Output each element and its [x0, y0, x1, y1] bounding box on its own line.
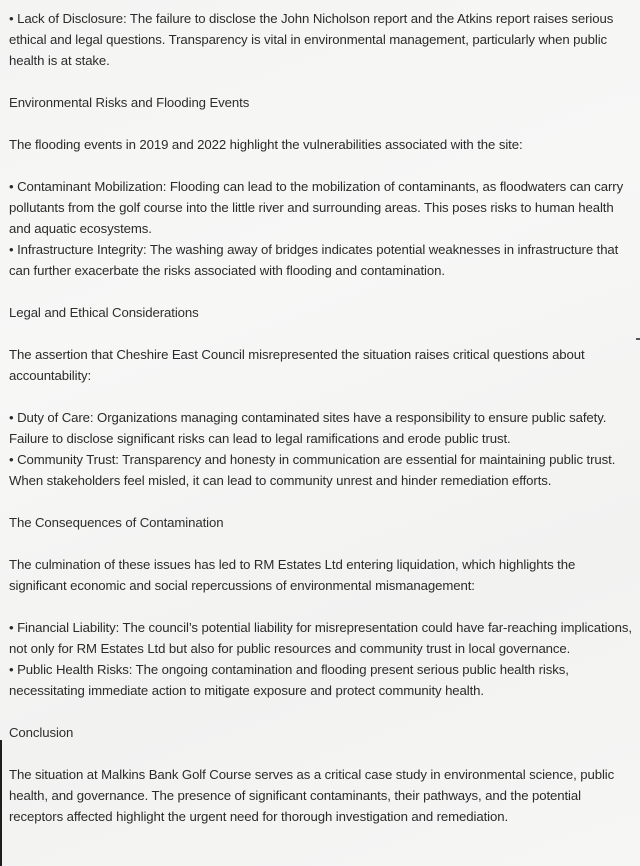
- section-heading-conclusion: Conclusion: [9, 725, 74, 740]
- bullet-contaminant-mobilization: • Contaminant Mobilization: Flooding can lead to the mobilization of contaminants, as floodwaters can carry pollutants from the golf course into the little river and surrounding areas. This poses risks to human health and aquatic ecosystems.: [9, 176, 632, 239]
- margin-mark: [636, 338, 640, 340]
- bullet-duty-of-care: • Duty of Care: Organizations managing contaminated sites have a responsibility to ensure public safety. Failure to disclose significant risks can lead to legal ramifications and erode public trust.: [9, 407, 632, 449]
- section-intro-legal-ethical: The assertion that Cheshire East Council misrepresented the situation raises critical questions about accountability:: [9, 347, 585, 383]
- bullet-lack-of-disclosure: • Lack of Disclosure: The failure to disclose the John Nicholson report and the Atkins report raises serious ethical and legal questions. Transparency is vital in environmental management, particularly when public health is at stake.: [9, 8, 632, 71]
- bullet-public-health-risks: • Public Health Risks: The ongoing contamination and flooding present serious public health risks, necessitating immediate action to mitigate exposure and protect community health.: [9, 659, 632, 701]
- section-heading-legal-ethical: Legal and Ethical Considerations: [9, 305, 199, 320]
- section-heading-environmental-risks: Environmental Risks and Flooding Events: [9, 95, 250, 110]
- section-heading-consequences: The Consequences of Contamination: [9, 515, 224, 530]
- bullet-financial-liability: • Financial Liability: The council’s potential liability for misrepresentation could have far-reaching implications, not only for RM Estates Ltd but also for public resources and community trust in local governance.: [9, 617, 632, 659]
- bullet-community-trust: • Community Trust: Transparency and honesty in communication are essential for maintaining public trust. When stakeholders feel misled, it can lead to community unrest and hinder remediation efforts.: [9, 449, 632, 491]
- section-intro-consequences: The culmination of these issues has led to RM Estates Ltd entering liquidation, which highlights the significant economic and social repercussions of environmental mismanagement:: [9, 557, 576, 593]
- bullet-infrastructure-integrity: • Infrastructure Integrity: The washing away of bridges indicates potential weaknesses in infrastructure that can further exacerbate the risks associated with flooding and contamination.: [9, 239, 632, 281]
- page-edge-shadow: [0, 740, 2, 866]
- section-intro-environmental-risks: The flooding events in 2019 and 2022 highlight the vulnerabilities associated with the site:: [9, 137, 523, 152]
- section-body-conclusion: The situation at Malkins Bank Golf Course serves as a critical case study in environmental science, public health, and governance. The presence of significant contaminants, their pathways, and the potential receptors affected highlight the urgent need for thorough investigation and remediation.: [9, 767, 615, 824]
